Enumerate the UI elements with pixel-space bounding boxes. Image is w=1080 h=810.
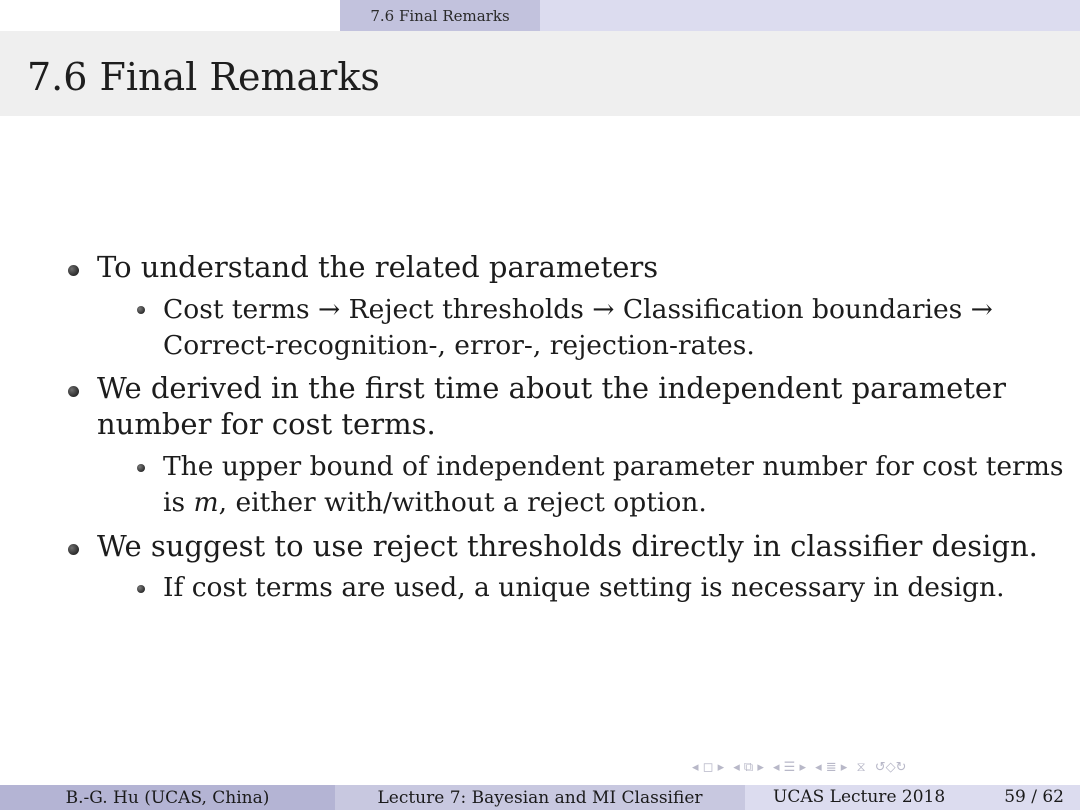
- nav-subsection-icon[interactable]: ◂ ⧉ ▸: [733, 760, 764, 775]
- bullet-2-sub-1-pre: is: [163, 487, 194, 518]
- bullet-3-text: We suggest to use reject thresholds directly in classifier design.: [97, 529, 1038, 563]
- header-left: [0, 0, 340, 31]
- bullet-1-sub-1-line1: Cost terms → Reject thresholds → Classification boundaries →: [163, 294, 993, 325]
- bullet-icon: [68, 544, 79, 555]
- sub-bullet-icon: [137, 306, 145, 314]
- frame-title-bar: [0, 31, 1080, 116]
- bullet-2-sub-1-line1: The upper bound of independent parameter number for cost terms: [163, 451, 1064, 482]
- bullet-1-text: To understand the related parameters: [97, 250, 659, 284]
- footer-author-text: B.-G. Hu (UCAS, China): [65, 787, 270, 808]
- bullet-2-sub-1-line2: [163, 487, 707, 518]
- nav-frame-icon[interactable]: ◂ ◻ ▸: [692, 760, 725, 775]
- header-right: [540, 0, 1080, 31]
- header-bar: [0, 0, 1080, 31]
- bullet-icon: [68, 265, 79, 276]
- header-section-tab[interactable]: [340, 0, 540, 31]
- bullet-3-sub-1-line1: If cost terms are used, a unique setting is necessary in design.: [163, 572, 1005, 603]
- footer-right: [745, 785, 1080, 810]
- variable-m: m: [193, 487, 219, 518]
- footer-bar: [0, 785, 1080, 810]
- nav-search-icon[interactable]: ⧖: [856, 760, 866, 775]
- footer-conference-text: UCAS Lecture 2018: [773, 787, 946, 807]
- nav-section-icon[interactable]: ◂ ☰ ▸: [773, 760, 806, 775]
- bullet-2-line2: number for cost terms.: [97, 407, 436, 441]
- bullet-2-sub-1-post: , either with/without a reject option.: [218, 487, 707, 518]
- page-title: 7.6 Final Remarks: [27, 55, 380, 99]
- sub-bullet-icon: [137, 464, 145, 472]
- page-number: 59 / 62: [1004, 787, 1064, 807]
- footer-lecture: [335, 785, 745, 810]
- nav-document-icon[interactable]: ◂ ≣ ▸: [815, 760, 848, 775]
- bullet-2-line1: We derived in the first time about the independent parameter: [97, 371, 1006, 405]
- bullet-icon: [68, 386, 79, 397]
- footer-author: [0, 785, 335, 810]
- bullet-1-sub-1-line2: Correct-recognition-, error-, rejection-rates.: [163, 330, 755, 361]
- footer-lecture-text: Lecture 7: Bayesian and MI Classifier: [377, 787, 703, 808]
- header-section-label: 7.6 Final Remarks: [370, 6, 510, 25]
- sub-bullet-icon: [137, 585, 145, 593]
- beamer-navigation: [692, 760, 912, 780]
- nav-back-forward-icon[interactable]: ↺◇↻: [874, 760, 907, 775]
